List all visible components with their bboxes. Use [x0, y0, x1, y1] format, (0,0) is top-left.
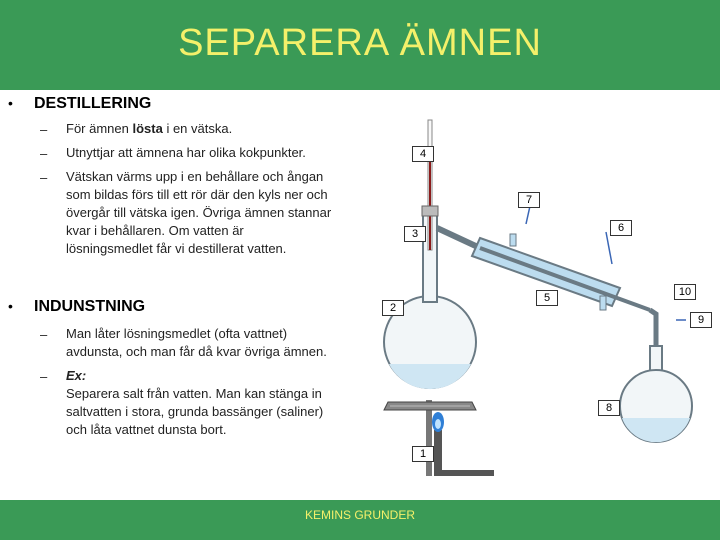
diagram-label-5: 5 — [536, 290, 558, 306]
text-line: Vätskan värms upp i en behållare och ångan — [66, 169, 324, 184]
text-line: kvar i behållaren. Om vatten är — [66, 223, 244, 238]
destillering-item-3 — [66, 168, 376, 258]
dash-marker: – — [40, 327, 48, 342]
flask-liquid — [389, 364, 471, 389]
slide-title: SEPARERA ÄMNEN — [178, 22, 542, 64]
diagram-label-1: 1 — [412, 446, 434, 462]
dash-marker: – — [40, 170, 48, 185]
dash-marker: – — [40, 369, 48, 384]
bullet-dot: • — [8, 95, 13, 111]
example-label: Ex: — [66, 368, 87, 383]
arrow-6 — [606, 232, 612, 264]
text-line: Man låter lösningsmedlet (ofta vattnet) — [66, 326, 288, 341]
indunstning-example — [66, 367, 376, 439]
burner-tube — [434, 430, 442, 474]
water-outlet — [510, 234, 516, 246]
diagram-label-4: 4 — [412, 146, 434, 162]
bullet-dot: • — [8, 298, 13, 314]
emphasis-text: lösta — [132, 121, 163, 136]
section-heading-destillering: DESTILLERING — [34, 95, 152, 112]
adapter — [650, 310, 656, 348]
dash-marker: – — [40, 122, 48, 137]
text-line: som bildas förs till ett rör där den kyls ner och — [66, 187, 328, 202]
diagram-label-10: 10 — [674, 284, 696, 300]
diagram-label-2: 2 — [382, 300, 404, 316]
arrow-7 — [526, 206, 530, 224]
stopper — [422, 206, 438, 216]
distillation-diagram — [380, 110, 720, 490]
text-line: avdunsta, och man får då kvar övriga ämnen. — [66, 344, 327, 359]
stand-base — [434, 470, 494, 476]
text-line: saltvatten i stora, grunda bassänger (saliner) — [66, 404, 324, 419]
text-line: lösningsmedlet får vi destillerat vatten. — [66, 241, 287, 256]
destillering-item-2: Utnyttjar att ämnena har olika kokpunkter. — [66, 145, 306, 160]
water-inlet — [600, 296, 606, 310]
section-heading-indunstning: INDUNSTNING — [34, 298, 146, 315]
destillering-item-1: För ämnen lösta i en vätska. — [66, 121, 233, 136]
text-line: övergår till vätska igen. Övriga ämnen stannar — [66, 205, 332, 220]
diagram-label-7: 7 — [518, 192, 540, 208]
diagram-label-6: 6 — [610, 220, 632, 236]
diagram-label-9: 9 — [690, 312, 712, 328]
thermometer-mercury — [429, 150, 431, 250]
footer-text: KEMINS GRUNDER — [304, 508, 415, 522]
dash-marker: – — [40, 146, 48, 161]
diagram-label-8: 8 — [598, 400, 620, 416]
text-line: och låta vattnet dunsta bort. — [66, 422, 227, 437]
diagram-label-3: 3 — [404, 226, 426, 242]
stand-rod — [426, 400, 432, 476]
burner-flame-core — [435, 419, 441, 429]
indunstning-item-1 — [66, 325, 376, 361]
text-line: Separera salt från vatten. Man kan stänga in — [66, 386, 322, 401]
distillate — [622, 418, 690, 442]
